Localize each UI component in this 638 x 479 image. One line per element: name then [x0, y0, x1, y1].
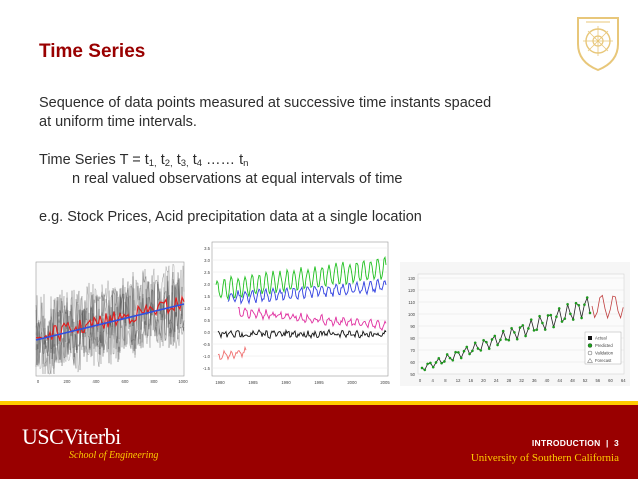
fig3-x-tick: 4 [431, 378, 434, 383]
fig3-y-tick: 110 [408, 300, 415, 305]
fig3-predicted-point [463, 350, 465, 352]
examples-line: e.g. Stock Prices, Acid precipitation data at a single location [39, 209, 422, 225]
school-name: School of Engineering [69, 450, 159, 461]
fig3-predicted-point [522, 324, 524, 326]
fig2-y-tick: 1.0 [204, 306, 210, 311]
slide-section-page [532, 438, 619, 448]
fig3-predicted-point [569, 313, 571, 315]
fig3-predicted-point [550, 314, 552, 316]
fig3-predicted-point [485, 341, 487, 343]
fig3-predicted-point [505, 338, 507, 340]
fig3-predicted-point [508, 339, 510, 341]
fig3-predicted-point [477, 347, 479, 349]
fig2-y-tick: -0.5 [202, 342, 210, 347]
fig3-predicted-point [457, 351, 459, 353]
fig3-x-tick: 48 [570, 378, 575, 383]
fig2-y-tick: 3.5 [204, 246, 210, 251]
fig3-x-tick: 44 [557, 378, 563, 383]
formula-prefix: Time Series T = t [39, 152, 149, 168]
fig1-x-tick: 0 [36, 379, 40, 384]
fig3-predicted-point [432, 366, 434, 368]
logo-viterbi: Viterbi [63, 424, 121, 449]
fig3-predicted-point [586, 296, 588, 298]
fig3-predicted-point [544, 328, 546, 330]
fig3-predicted-point [466, 346, 468, 348]
fig3-predicted-point [468, 353, 470, 355]
fig2-x-tick: 2005 [380, 380, 390, 385]
fig3-predicted-point [474, 342, 476, 344]
fig3-y-tick: 130 [408, 276, 415, 281]
fig3-legend-label: Forecast [595, 358, 612, 363]
fig3-predicted-point [558, 307, 560, 309]
fig1-x-tick: 1000 [178, 379, 188, 384]
fig3-legend-label: Validation [595, 350, 614, 356]
observations-line: n real valued observations at equal intervals of time [72, 171, 403, 187]
separator: | [605, 438, 609, 448]
fig3-predicted-point [443, 360, 445, 362]
formula-sep-1: t [156, 152, 165, 168]
fig3-predicted-point [424, 369, 426, 371]
fig3-predicted-point [496, 344, 498, 346]
formula-sub-4: 4 [196, 158, 203, 169]
fig3-y-tick: 80 [410, 336, 415, 341]
university-name: University of Southern California [470, 452, 619, 464]
page-number: 3 [613, 438, 619, 448]
fig3-x-tick: 8 [444, 378, 447, 383]
fig3-predicted-point [530, 319, 532, 321]
formula-sub-2: 2, [164, 158, 173, 169]
fig3-x-tick: 24 [493, 378, 499, 383]
fig3-predicted-point [488, 348, 490, 350]
fig3-legend-marker [588, 344, 592, 348]
fig2-y-tick: 0.0 [204, 330, 210, 335]
slide-title: Time Series [39, 41, 146, 62]
fig3-legend-marker [588, 336, 592, 340]
formula-sep-4: …… t [202, 152, 244, 168]
fig3-predicted-point [516, 338, 518, 340]
fig2-x-tick: 1995 [314, 380, 324, 385]
fig1-x-tick: 600 [121, 379, 129, 384]
fig3-x-tick: 52 [582, 378, 588, 383]
fig2-x-tick: 1980 [215, 380, 225, 385]
fig3-y-tick: 100 [408, 312, 415, 317]
fig3-y-tick: 90 [410, 324, 415, 329]
fig3-predicted-point [519, 326, 521, 328]
fig2-y-tick: 0.5 [204, 318, 210, 323]
fig3-predicted-point [480, 349, 482, 351]
fig3-x-tick: 12 [455, 378, 461, 383]
fig3-predicted-point [513, 331, 515, 333]
fig3-predicted-point [564, 318, 566, 320]
fig2-x-tick: 2000 [347, 380, 357, 385]
fig3-legend [585, 332, 621, 364]
fig3-predicted-point [578, 304, 580, 306]
fig3-x-tick: 32 [519, 378, 524, 383]
fig2-x-tick: 1985 [248, 380, 258, 385]
fig3-predicted-point [541, 322, 543, 324]
multi-series-figure [198, 238, 390, 388]
fig3-predicted-point [499, 339, 501, 341]
fig3-predicted-point [547, 314, 549, 316]
fig3-x-tick: 20 [481, 378, 486, 383]
fig3-predicted-point [471, 350, 473, 352]
fig1-x-tick: 200 [63, 379, 71, 384]
fig3-x-tick: 60 [608, 378, 613, 383]
fig3-predicted-point [494, 335, 496, 337]
fig3-x-tick: 64 [620, 378, 626, 383]
fig1-x-tick: 800 [150, 379, 158, 384]
usc-viterbi-logo [22, 424, 159, 461]
fig3-predicted-point [538, 315, 540, 317]
forecast-figure [400, 262, 630, 386]
fig3-predicted-point [533, 329, 535, 331]
fig3-y-tick: 50 [410, 372, 415, 377]
fig3-predicted-point [580, 317, 582, 319]
fig3-predicted-point [429, 362, 431, 364]
fig3-predicted-point [426, 363, 428, 365]
fig2-y-tick: -1.0 [202, 354, 210, 359]
fig3-legend-label: Actual [595, 335, 607, 341]
fig3-predicted-point [452, 359, 454, 361]
fig3-predicted-point [566, 303, 568, 305]
fig3-predicted-point [438, 357, 440, 359]
fig2-y-tick: -1.5 [202, 366, 210, 371]
fig3-predicted-point [446, 353, 448, 355]
fig1-x-tick: 400 [92, 379, 100, 384]
fig3-predicted-point [421, 367, 423, 369]
fig3-x-tick: 36 [531, 378, 537, 383]
fig3-legend-marker [588, 351, 592, 355]
fig3-predicted-point [561, 320, 563, 322]
fig3-predicted-point [502, 330, 504, 332]
fig2-x-tick: 1990 [281, 380, 291, 385]
fig3-y-tick: 70 [410, 348, 415, 353]
fig3-predicted-point [552, 326, 554, 328]
fig3-predicted-point [440, 362, 442, 364]
logo-usc: USC [22, 424, 64, 449]
fig2-y-tick: 2.0 [204, 282, 210, 287]
formula-sub-1: 1, [148, 158, 157, 169]
formula-sub-n: n [243, 158, 249, 169]
fig3-predicted-point [583, 304, 585, 306]
fig3-predicted-point [510, 327, 512, 329]
fig3-legend-label: Predicted [595, 343, 613, 348]
fig3-predicted-point [524, 335, 526, 337]
fig3-predicted-point [454, 351, 456, 353]
fig3-predicted-point [572, 318, 574, 320]
fig2-y-tick: 1.5 [204, 294, 210, 299]
fig3-x-tick: 40 [544, 378, 550, 383]
fig3-predicted-point [491, 338, 493, 340]
fig2-y-tick: 2.5 [204, 270, 210, 275]
noisy-series-figure [30, 258, 188, 386]
definition-line-2: at uniform time intervals. [39, 114, 197, 130]
formula-sub-3: 3, [180, 158, 189, 169]
fig3-predicted-point [536, 329, 538, 331]
fig3-predicted-point [460, 357, 462, 359]
fig3-predicted-point [589, 312, 591, 314]
fig3-x-tick: 56 [595, 378, 601, 383]
section-label: INTRODUCTION [531, 438, 601, 448]
fig3-predicted-point [482, 339, 484, 341]
fig2-y-tick: 3.0 [204, 258, 210, 263]
fig3-x-tick: 16 [468, 378, 474, 383]
fig3-predicted-point [555, 316, 557, 318]
formula-sep-2: t [172, 152, 181, 168]
fig3-predicted-point [435, 361, 437, 363]
fig3-x-tick: 28 [506, 378, 512, 383]
fig3-predicted-point [449, 357, 451, 359]
definition-line-1: Sequence of data points measured at successive time instants spaced [39, 95, 492, 111]
fig3-predicted-point [575, 302, 577, 304]
fig3-x-tick: 0 [418, 378, 422, 383]
formula-sep-3: t [188, 152, 197, 168]
usc-seal-icon [574, 14, 622, 72]
fig3-y-tick: 60 [410, 360, 415, 365]
fig3-predicted-point [527, 327, 529, 329]
fig3-y-tick: 120 [408, 288, 415, 293]
